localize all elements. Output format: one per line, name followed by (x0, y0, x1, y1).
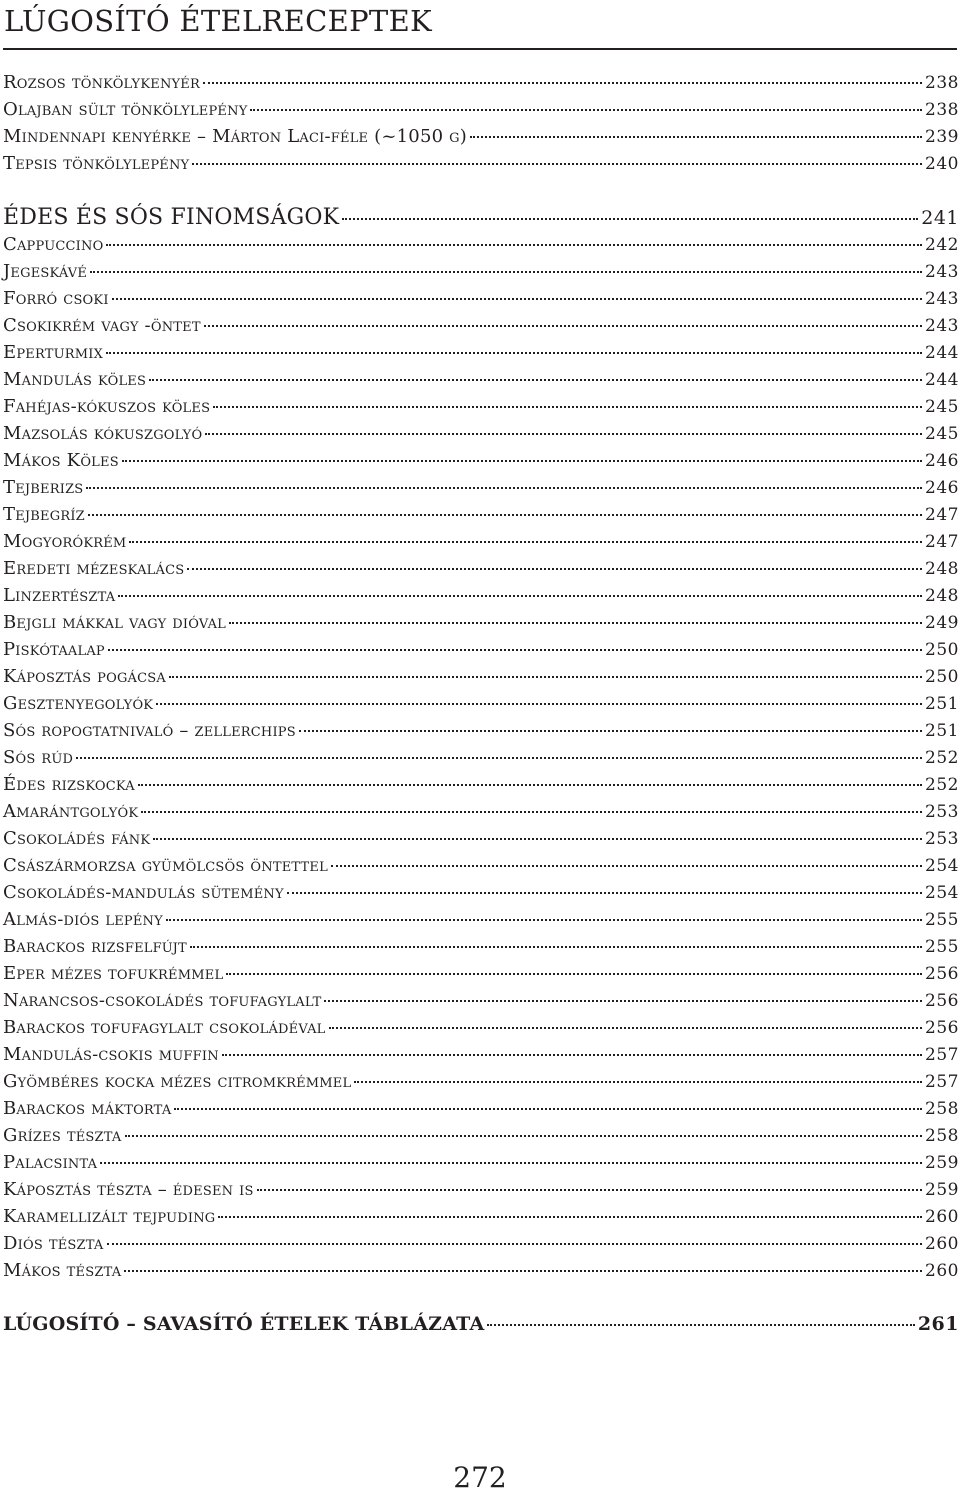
dot-leader (153, 837, 922, 840)
dot-leader (204, 324, 922, 327)
entry-title: Linzertészta (3, 585, 116, 606)
entry-page-number: 240 (925, 154, 959, 174)
entry-title: Káposztás pogácsa (3, 666, 166, 687)
entry-title: Eper mézes tofukrémmel (3, 963, 224, 984)
dot-leader (229, 621, 922, 624)
dot-leader (107, 1242, 923, 1245)
toc-entry[interactable] (3, 285, 959, 312)
entry-page-number: 258 (925, 1126, 959, 1146)
toc-entry[interactable] (3, 150, 959, 177)
entry-page-number: 260 (925, 1261, 959, 1281)
dot-leader (205, 432, 922, 435)
entry-title: Fahéjas-kókuszos köles (3, 396, 211, 417)
toc-section-sweets[interactable] (3, 204, 959, 231)
toc-entry[interactable] (3, 123, 959, 150)
dot-leader (124, 1269, 922, 1272)
dot-leader (190, 945, 922, 948)
entry-page-number: 246 (925, 451, 959, 471)
entry-title: Rozsos tönkölykenyér (3, 72, 200, 93)
dot-leader (88, 513, 922, 516)
entry-title: Amarántgolyók (3, 801, 139, 822)
entry-title: Gyömbéres kocka mézes citromkrémmel (3, 1071, 352, 1092)
dot-leader (331, 864, 922, 867)
entry-page-number: 256 (925, 964, 959, 984)
entry-page-number: 239 (925, 127, 959, 147)
dot-leader (169, 675, 922, 678)
toc-entry[interactable] (3, 312, 959, 339)
entry-page-number: 252 (925, 775, 959, 795)
dot-leader (342, 217, 918, 220)
entry-title: Mákos Köles (3, 450, 119, 471)
toc-entry[interactable] (3, 1014, 959, 1041)
entry-title: Édes rizskocka (3, 774, 135, 795)
page-header (3, 0, 957, 50)
entry-page-number: 245 (925, 424, 959, 444)
dot-leader (149, 378, 922, 381)
entry-title: Mandulás köles (3, 369, 147, 390)
entry-title: Császármorzsa gyümölcsös öntettel (3, 855, 328, 876)
entry-page-number: 260 (925, 1234, 959, 1254)
entry-title: Mindennapi kenyérke – Márton Laci-féle (~1050 g) (3, 126, 467, 147)
entry-page-number: 255 (925, 910, 959, 930)
section-page-number: 261 (917, 1313, 959, 1335)
entry-page-number: 250 (925, 640, 959, 660)
entry-page-number: 251 (925, 694, 959, 714)
dot-leader (218, 1215, 922, 1218)
toc-entry[interactable] (3, 852, 959, 879)
entry-page-number: 259 (925, 1180, 959, 1200)
dot-leader (487, 1323, 914, 1326)
entry-page-number: 238 (925, 100, 959, 120)
toc-entry[interactable] (3, 906, 959, 933)
entry-title: Káposztás tészta – édesen is (3, 1179, 254, 1200)
page-number: 272 (453, 1461, 507, 1494)
entry-title: Tejberizs (3, 477, 84, 498)
toc-entry[interactable] (3, 798, 959, 825)
toc-entry[interactable] (3, 258, 959, 285)
section-title: LÚGOSÍTÓ – SAVASÍTÓ ÉTELEK TÁBLÁZATA (3, 1313, 485, 1335)
entry-title: Eperturmix (3, 342, 104, 363)
dot-leader (156, 702, 922, 705)
toc-entry[interactable] (3, 474, 959, 501)
dot-leader (106, 243, 922, 246)
entry-page-number: 253 (925, 829, 959, 849)
dot-leader (106, 351, 922, 354)
table-of-contents (3, 69, 959, 1338)
entry-title: Barackos tofufagylalt csokoládéval (3, 1017, 326, 1038)
entry-page-number: 257 (925, 1072, 959, 1092)
entry-title: Narancsos-csokoládés tofufagylalt (3, 990, 322, 1011)
dot-leader (122, 459, 922, 462)
entry-title: Jegeskávé (3, 261, 88, 282)
toc-entry[interactable] (3, 582, 959, 609)
entry-title: Mandulás-csokis muffin (3, 1044, 219, 1065)
entry-page-number: 255 (925, 937, 959, 957)
entry-title: Eredeti mézeskalács (3, 558, 185, 579)
dot-leader (329, 1026, 923, 1029)
entry-title: Diós tészta (3, 1233, 104, 1254)
entry-title: Tejbegríz (3, 504, 85, 525)
entry-page-number: 250 (925, 667, 959, 687)
entry-title: Csokoládés fánk (3, 828, 151, 849)
toc-entry[interactable] (3, 1041, 959, 1068)
toc-group-breads (3, 69, 959, 177)
dot-leader (138, 783, 922, 786)
entry-page-number: 238 (925, 73, 959, 93)
section-gap (3, 177, 959, 204)
entry-title: Forró csoki (3, 288, 109, 309)
entry-title: Csokoládés-mandulás sütemény (3, 882, 284, 903)
dot-leader (118, 594, 922, 597)
toc-entry[interactable] (3, 987, 959, 1014)
toc-section-table[interactable] (3, 1311, 959, 1338)
entry-title: Olajban sült tönkölylepény (3, 99, 248, 120)
entry-page-number: 254 (925, 856, 959, 876)
entry-title: Grízes tészta (3, 1125, 122, 1146)
dot-leader (141, 810, 922, 813)
entry-page-number: 248 (925, 586, 959, 606)
toc-entry[interactable] (3, 717, 959, 744)
toc-entry[interactable] (3, 69, 959, 96)
dot-leader (90, 270, 922, 273)
toc-entry[interactable] (3, 1230, 959, 1257)
entry-title: Sós rúd (3, 747, 74, 768)
dot-leader (354, 1080, 922, 1083)
dot-leader (129, 540, 922, 543)
entry-title: Barackos rizsfelfújt (3, 936, 187, 957)
section-gap (3, 1284, 959, 1311)
entry-page-number: 243 (925, 289, 959, 309)
section-title: ÉDES ÉS SÓS FINOMSÁGOK (3, 205, 340, 230)
toc-entry[interactable] (3, 501, 959, 528)
entry-page-number: 253 (925, 802, 959, 822)
toc-entry[interactable] (3, 609, 959, 636)
dot-leader (112, 297, 922, 300)
dot-leader (76, 756, 922, 759)
dot-leader (287, 891, 922, 894)
entry-page-number: 258 (925, 1099, 959, 1119)
entry-title: Piskótaalap (3, 639, 105, 660)
entry-page-number: 256 (925, 991, 959, 1011)
entry-page-number: 260 (925, 1207, 959, 1227)
dot-leader (203, 81, 922, 84)
dot-leader (166, 918, 922, 921)
entry-title: Palacsinta (3, 1152, 98, 1173)
entry-title: Gesztenyegolyók (3, 693, 154, 714)
toc-entry[interactable] (3, 555, 959, 582)
entry-page-number: 244 (925, 370, 959, 390)
entry-page-number: 246 (925, 478, 959, 498)
toc-entry[interactable] (3, 1122, 959, 1149)
entry-page-number: 247 (925, 505, 959, 525)
dot-leader (86, 486, 922, 489)
toc-entry[interactable] (3, 96, 959, 123)
entry-page-number: 251 (925, 721, 959, 741)
toc-entry[interactable] (3, 1149, 959, 1176)
toc-entry[interactable] (3, 1095, 959, 1122)
dot-leader (125, 1134, 923, 1137)
entry-title: Almás-diós lepény (3, 909, 163, 930)
dot-leader (299, 729, 922, 732)
toc-entry[interactable] (3, 960, 959, 987)
entry-page-number: 243 (925, 316, 959, 336)
toc-entry[interactable] (3, 1203, 959, 1230)
entry-page-number: 252 (925, 748, 959, 768)
toc-entry[interactable] (3, 1176, 959, 1203)
entry-page-number: 257 (925, 1045, 959, 1065)
entry-title: Barackos máktorta (3, 1098, 172, 1119)
entry-page-number: 242 (925, 235, 959, 255)
dot-leader (192, 162, 922, 165)
entry-title: Cappuccino (3, 234, 104, 255)
entry-title: Mákos tészta (3, 1260, 122, 1281)
entry-page-number: 244 (925, 343, 959, 363)
entry-page-number: 248 (925, 559, 959, 579)
toc-entry[interactable] (3, 528, 959, 555)
entry-title: Sós ropogtatnivaló – zellerchips (3, 720, 296, 741)
toc-entry[interactable] (3, 231, 959, 258)
entry-title: Karamellizált tejpuding (3, 1206, 216, 1227)
dot-leader (257, 1188, 922, 1191)
entry-title: Mogyorókrém (3, 531, 127, 552)
toc-entry[interactable] (3, 366, 959, 393)
dot-leader (470, 135, 922, 138)
toc-entry[interactable] (3, 636, 959, 663)
dot-leader (226, 972, 922, 975)
entry-page-number: 245 (925, 397, 959, 417)
dot-leader (108, 648, 922, 651)
toc-entry[interactable] (3, 744, 959, 771)
section-page-number: 241 (921, 207, 959, 229)
dot-leader (187, 567, 922, 570)
toc-entry[interactable] (3, 690, 959, 717)
toc-entry[interactable] (3, 933, 959, 960)
toc-entry[interactable] (3, 447, 959, 474)
toc-entry[interactable] (3, 1257, 959, 1284)
toc-entry[interactable] (3, 393, 959, 420)
entry-page-number: 259 (925, 1153, 959, 1173)
toc-entry[interactable] (3, 879, 959, 906)
dot-leader (250, 108, 922, 111)
dot-leader (100, 1161, 922, 1164)
toc-entry[interactable] (3, 663, 959, 690)
entry-page-number: 243 (925, 262, 959, 282)
dot-leader (324, 999, 922, 1002)
toc-entry[interactable] (3, 771, 959, 798)
toc-entry[interactable] (3, 420, 959, 447)
entry-title: Bejgli mákkal vagy dióval (3, 612, 227, 633)
page-title: LÚGOSÍTÓ ÉTELRECEPTEK (4, 4, 433, 38)
toc-group-sweets (3, 231, 959, 1284)
entry-title: Mazsolás kókuszgolyó (3, 423, 203, 444)
entry-title: Csokikrém vagy -öntet (3, 315, 201, 336)
toc-entry[interactable] (3, 1068, 959, 1095)
dot-leader (213, 405, 922, 408)
dot-leader (222, 1053, 922, 1056)
entry-page-number: 254 (925, 883, 959, 903)
entry-page-number: 249 (925, 613, 959, 633)
entry-title: Tepsis tönkölylepény (3, 153, 190, 174)
dot-leader (174, 1107, 922, 1110)
entry-page-number: 247 (925, 532, 959, 552)
toc-entry[interactable] (3, 339, 959, 366)
entry-page-number: 256 (925, 1018, 959, 1038)
toc-entry[interactable] (3, 825, 959, 852)
